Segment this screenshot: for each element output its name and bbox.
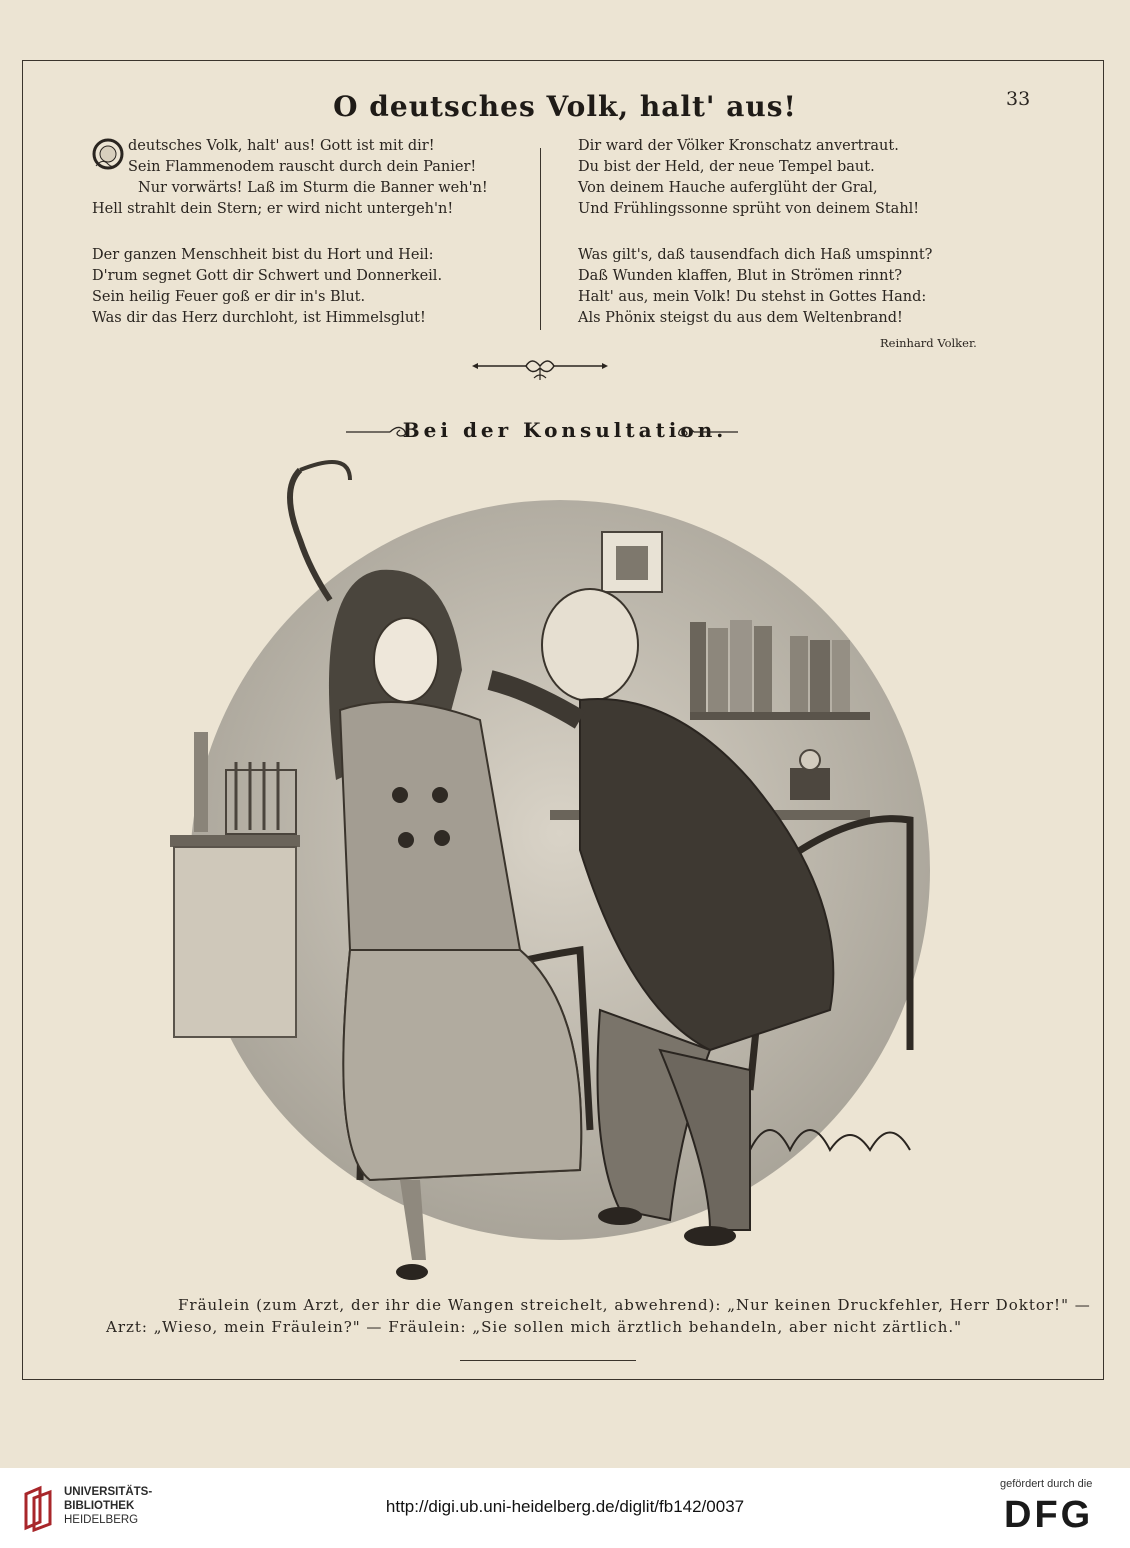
- cartoon-illustration: [150, 450, 980, 1300]
- library-line: HEIDELBERG: [64, 1514, 139, 1526]
- cartoon-caption-line-2: Arzt: „Wieso, mein Fräulein?" — Fräulein: „Sie sollen mich ärztlich behandeln, aber nicht zärtlich.": [106, 1318, 963, 1336]
- poem-stanza-2: [92, 245, 442, 329]
- poem-line: Und Frühlingssonne sprüht von deinem Stahl!: [578, 201, 920, 217]
- poem-stanza-3: [578, 136, 919, 220]
- library-line: UNIVERSITÄTS-: [64, 1486, 153, 1498]
- cartoon-caption-line-1: Fräulein (zum Arzt, der ihr die Wangen streichelt, abwehrend): „Nur keinen Druckfehler, Herr Doktor!" —: [178, 1296, 1091, 1314]
- title-flourish-right-icon: [672, 422, 738, 442]
- poem-line: Als Phönix steigst du aus dem Weltenbrand!: [578, 310, 903, 326]
- poem-line: Sein Flammenodem rauscht durch dein Panier!: [128, 159, 477, 175]
- poem-line: Nur vorwärts! Laß im Sturm die Banner weh'n!: [138, 180, 488, 196]
- cartoon-title: Bei der Konsultation.: [402, 418, 728, 442]
- poem-stanza-1: [92, 136, 488, 220]
- library-line: BIBLIOTHEK: [64, 1500, 135, 1512]
- funding-note: gefördert durch die: [1000, 1478, 1093, 1490]
- poem-line: Was gilt's, daß tausendfach dich Haß umspinnt?: [578, 247, 933, 263]
- poem-line: D'rum segnet Gott dir Schwert und Donnerkeil.: [92, 268, 443, 284]
- poem-line: Was dir das Herz durchloht, ist Himmelsglut!: [92, 310, 426, 326]
- poem-line: Sein heilig Feuer goß er dir in's Blut.: [92, 289, 366, 305]
- poem-line: Daß Wunden klaffen, Blut in Strömen rinnt?: [578, 268, 903, 284]
- poem-author: Reinhard Volker.: [880, 336, 977, 350]
- poem-line: deutsches Volk, halt' aus! Gott ist mit dir!: [128, 138, 435, 154]
- poem-line: Dir ward der Völker Kronschatz anvertraut.: [578, 138, 899, 154]
- page-number: 33: [1006, 88, 1031, 110]
- poem-line: Halt' aus, mein Volk! Du stehst in Gottes Hand:: [578, 289, 927, 305]
- poem-stanza-4: [578, 245, 932, 329]
- poem-line: Der ganzen Menschheit bist du Hort und Heil:: [92, 247, 434, 263]
- poem-title: O deutsches Volk, halt' aus!: [333, 90, 797, 123]
- closing-rule: [460, 1360, 636, 1361]
- poem-line: Hell strahlt dein Stern; er wird nicht untergeh'n!: [92, 201, 454, 217]
- permalink-url[interactable]: http://digi.ub.uni-heidelberg.de/diglit/fb142/0037: [385, 1497, 745, 1516]
- poem-line: Du bist der Held, der neue Tempel baut.: [578, 159, 875, 175]
- drop-cap-ornament: [92, 138, 124, 170]
- dfg-logo: DFG: [1004, 1494, 1094, 1536]
- section-ornament-icon: [470, 354, 610, 384]
- poem-line: Von deinem Hauche auferglüht der Gral,: [578, 180, 878, 196]
- column-divider: [540, 148, 541, 330]
